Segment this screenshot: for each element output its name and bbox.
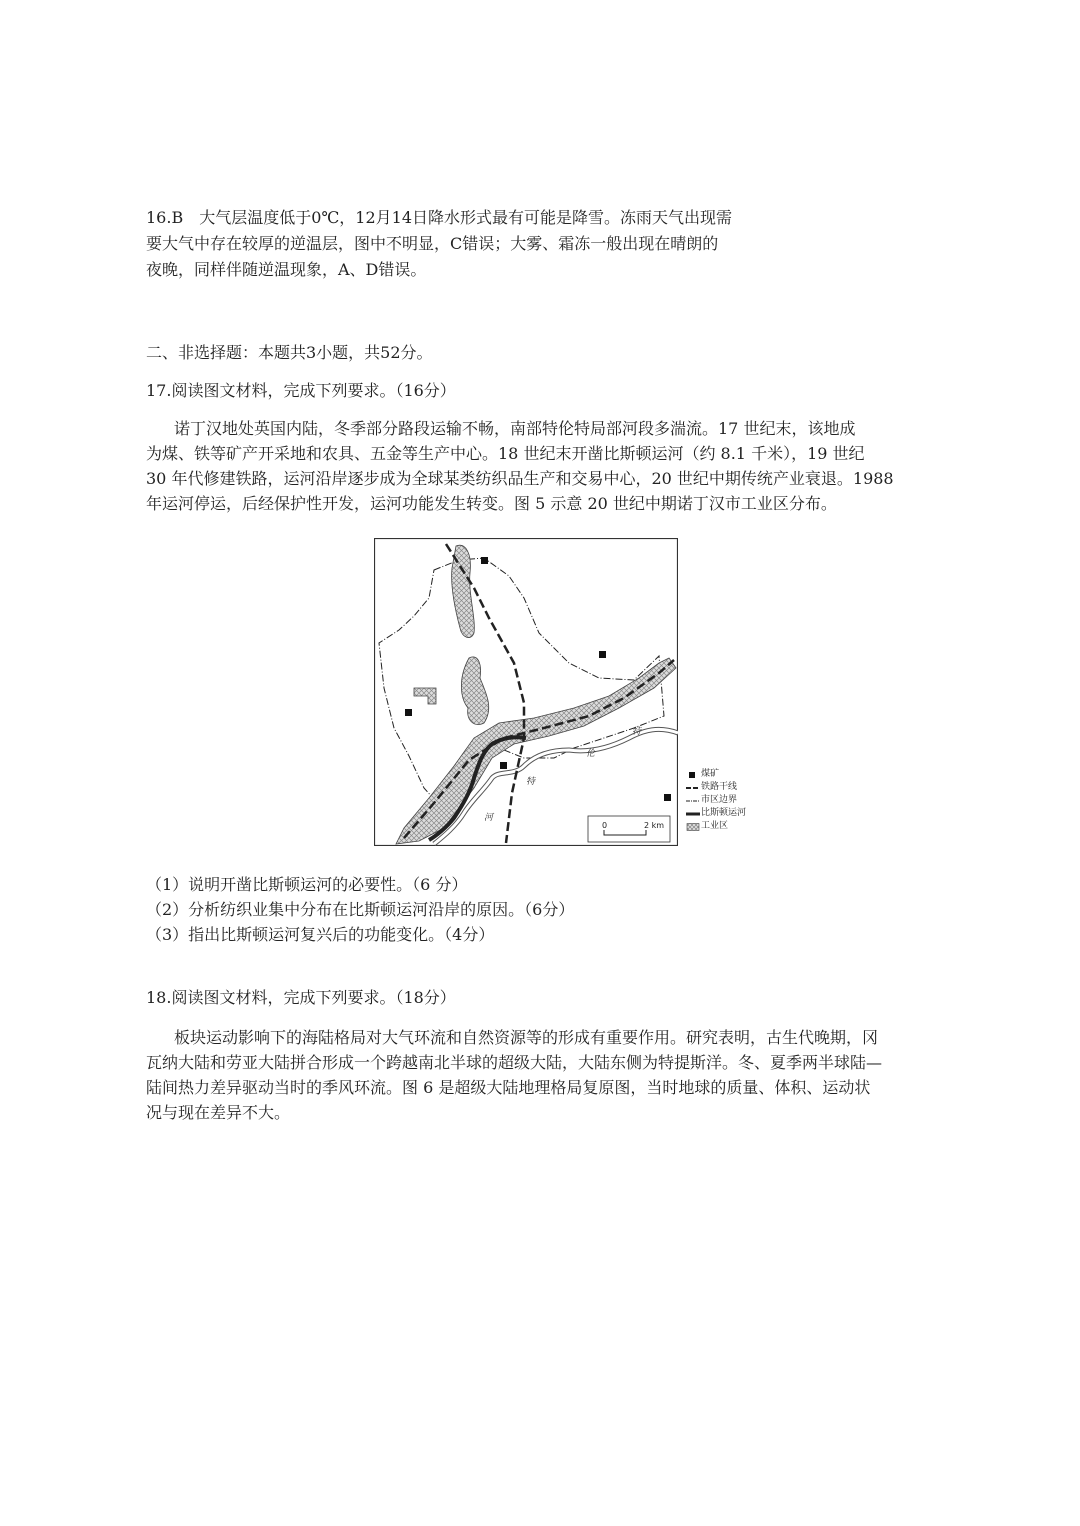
legend-boundary-label: 市区边界 — [701, 795, 738, 805]
legend-coal — [686, 768, 776, 781]
q18-para-line-2: 瓦纳大陆和劳亚大陆拼合形成一个跨越南北半球的超级大陆，大陆东侧为特提斯洋。冬、夏季两半球陆— — [146, 1053, 883, 1072]
river-label: 特 — [526, 777, 536, 787]
coal-mine-marker — [664, 794, 671, 801]
coal-mine-marker — [405, 709, 412, 716]
section-heading: 二、非选择题：本题共3小题，共52分。 — [146, 343, 433, 362]
nottingham-industrial-map — [374, 538, 678, 846]
map-legend — [686, 768, 776, 844]
river-label: 特 — [632, 727, 642, 737]
q16-line-3: 夜晚，同样伴随逆温现象，A、D错误。 — [146, 260, 427, 279]
q18-para-line-4: 况与现在差异不大。 — [146, 1103, 291, 1122]
q17-para-line-3: 30 年代修建铁路，运河沿岸逐步成为全球某类纺织品生产和交易中心，20 世纪中期传统产业衰退。1988 — [146, 469, 894, 488]
q17-para-line-2: 为煤、铁等矿产开采地和农具、五金等生产中心。18 世纪末开凿比斯顿运河（约 8.1 千米），19 世纪 — [146, 444, 865, 463]
q17-title: 17.阅读图文材料，完成下列要求。（16分） — [146, 381, 456, 400]
q17-subquestion-1: （1）说明开凿比斯顿运河的必要性。（6 分） — [146, 875, 468, 894]
river-label: 河 — [484, 813, 494, 823]
q17-para-line-4: 年运河停运，后经保护性开发，运河功能发生转变。图 5 示意 20 世纪中期诺丁汉市工业区分布。 — [146, 494, 837, 513]
river-label: 伦 — [586, 749, 596, 759]
canal-icon — [686, 811, 700, 817]
legend-industry-label: 工业区 — [701, 821, 729, 831]
coal-mine-marker — [599, 651, 606, 658]
q16-line-1: 16.B 大气层温度低于0℃，12月14日降水形式最有可能是降雪。冻雨天气出现需 — [146, 208, 733, 227]
legend-canal-label: 比斯顿运河 — [701, 808, 747, 818]
q18-para-line-1: 板块运动影响下的海陆格局对大气环流和自然资源等的形成有重要作用。研究表明，古生代晚期，冈 — [174, 1028, 879, 1047]
scale-zero: 0 — [602, 821, 608, 830]
legend-railway-label: 铁路干线 — [701, 782, 738, 792]
q17-para-line-1: 诺丁汉地处英国内陆，冬季部分路段运输不畅，南部特伦特局部河段多湍流。17 世纪末，该地成 — [174, 419, 856, 438]
legend-railway — [686, 781, 776, 794]
q18-para-line-3: 陆间热力差异驱动当时的季风环流。图 6 是超级大陆地理格局复原图，当时地球的质量、体积、运动状 — [146, 1078, 871, 1097]
q18-title: 18.阅读图文材料，完成下列要求。（18分） — [146, 988, 456, 1007]
q17-subquestion-2: （2）分析纺织业集中分布在比斯顿运河沿岸的原因。（6分） — [146, 900, 575, 919]
industry-icon — [686, 823, 700, 831]
legend-boundary — [686, 794, 776, 807]
coal-mine-marker — [500, 762, 507, 769]
legend-industry — [686, 820, 776, 833]
q17-subquestion-3: （3）指出比斯顿运河复兴后的功能变化。（4分） — [146, 925, 495, 944]
legend-canal — [686, 807, 776, 820]
boundary-icon — [686, 798, 700, 804]
railway-icon — [686, 785, 700, 791]
coal-mine-marker — [481, 557, 488, 564]
legend-coal-label: 煤矿 — [701, 769, 720, 779]
q16-line-2: 要大气中存在较厚的逆温层，图中不明显，C错误；大雾、霜冻一般出现在晴朗的 — [146, 234, 719, 253]
scale-distance: 2 km — [644, 821, 665, 830]
coal-icon — [689, 772, 695, 778]
